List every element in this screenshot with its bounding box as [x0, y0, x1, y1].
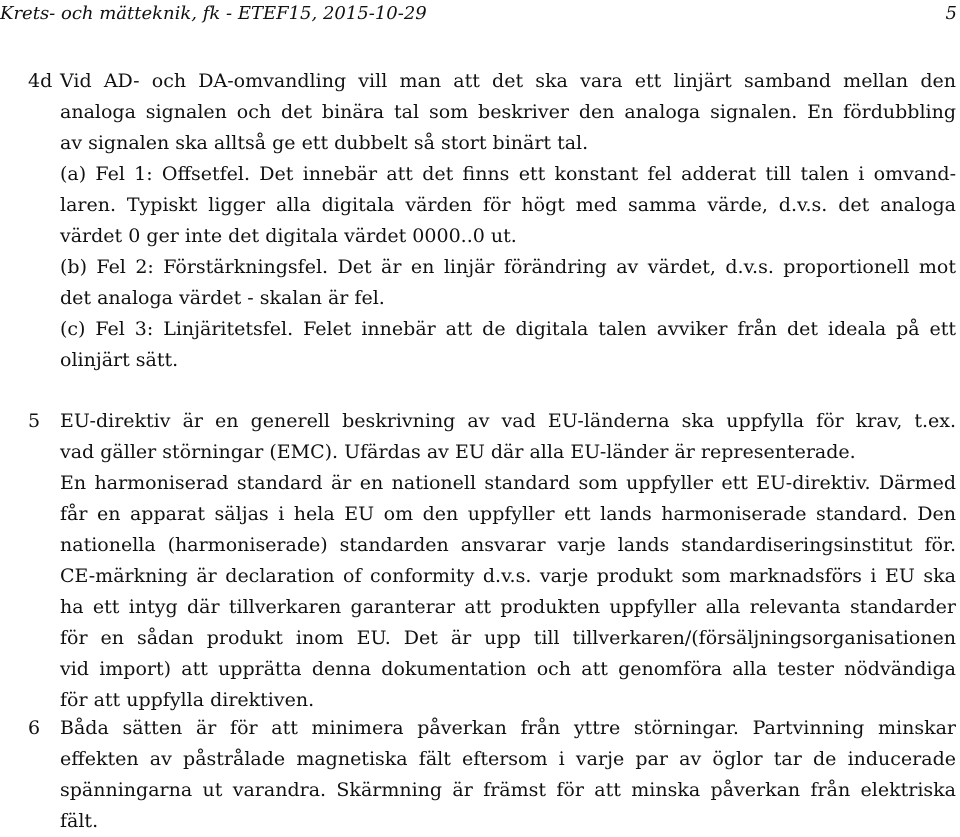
- text-line: Vid AD- och DA-omvandling vill man att det ska vara ett linjärt samband mellan den: [60, 70, 956, 92]
- page-number: 5: [945, 3, 957, 24]
- problem-number: 5: [28, 410, 41, 432]
- page-header: [0, 2, 960, 26]
- problem-number: 4d: [28, 70, 53, 92]
- header-title: Krets- och mätteknik, fk - ETEF15, 2015-10-29: [0, 3, 427, 24]
- problem-number: 6: [28, 717, 41, 739]
- text-line: nationella (harmoniserade) standarden ansvarar varje lands standardiseringsinstitut för.: [60, 534, 956, 556]
- text-line: vad gäller störningar (EMC). Ufärdas av EU där alla EU-länder är representerade.: [60, 441, 856, 463]
- text-line: CE-märkning är declaration of conformity d.v.s. varje produkt som marknadsförs i EU ska: [60, 565, 956, 587]
- text-line: (c) Fel 3: Linjäritetsfel. Felet innebär att de digitala talen avviker från det ideala på ett: [60, 318, 956, 340]
- text-line: laren. Typiskt ligger alla digitala värden för högt med samma värde, d.v.s. det analoga: [60, 194, 956, 216]
- problem-body: [60, 713, 956, 837]
- text-line: vid import) att upprätta denna dokumentation och att genomföra alla tester nödvändiga: [60, 658, 956, 680]
- text-line: spänningarna ut varandra. Skärmning är främst för att minska påverkan från elektriska: [60, 779, 956, 801]
- problem-body: [60, 66, 956, 376]
- problem-body: [60, 406, 956, 716]
- text-line: fält.: [60, 810, 99, 832]
- text-line: analoga signalen och det binära tal som beskriver den analoga signalen. En fördubbling: [60, 101, 956, 123]
- text-line: värdet 0 ger inte det digitala värdet 0000..0 ut.: [60, 225, 517, 247]
- text-line: för att uppfylla direktiven.: [60, 689, 315, 711]
- text-line: av signalen ska alltså ge ett dubbelt så stort binärt tal.: [60, 132, 589, 154]
- text-line: för en sådan produkt inom EU. Det är upp till tillverkaren/(försäljningsorganisationen: [60, 627, 956, 649]
- text-line: (b) Fel 2: Förstärkningsfel. Det är en linjär förändring av värdet, d.v.s. proportionell mot: [60, 256, 956, 278]
- text-line: ha ett intyg där tillverkaren garanterar att produkten uppfyller alla relevanta standarder: [60, 596, 956, 618]
- text-line: olinjärt sätt.: [60, 349, 179, 371]
- text-line: får en apparat säljas i hela EU om den uppfyller ett lands harmoniserade standard. Den: [60, 503, 956, 525]
- text-line: En harmoniserad standard är en nationell standard som uppfyller ett EU-direktiv. Därmed: [60, 472, 956, 494]
- text-line: det analoga värdet - skalan är fel.: [60, 287, 385, 309]
- text-line: Båda sätten är för att minimera påverkan från yttre störningar. Partvinning minskar: [60, 717, 956, 739]
- text-line: (a) Fel 1: Offsetfel. Det innebär att det finns ett konstant fel adderat till talen i omvand-: [60, 163, 956, 185]
- text-line: EU-direktiv är en generell beskrivning av vad EU-länderna ska uppfylla för krav, t.ex.: [60, 410, 956, 432]
- text-line: effekten av påstrålade magnetiska fält eftersom i varje par av öglor tar de inducerade: [60, 748, 956, 770]
